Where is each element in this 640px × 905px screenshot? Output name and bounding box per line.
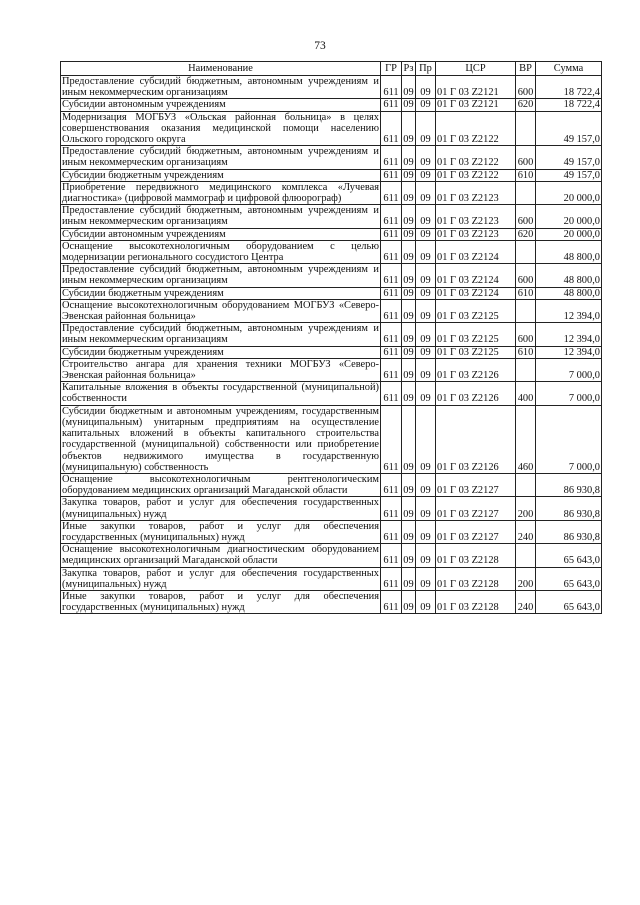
cell-vr — [516, 111, 536, 146]
cell-pr: 09 — [416, 146, 436, 169]
cell-vr — [516, 299, 536, 322]
table-row — [61, 323, 602, 346]
cell-pr: 09 — [416, 358, 436, 381]
cell-csr: 01 Г 03 Z2126 — [436, 405, 516, 473]
cell-csr: 01 Г 03 Z2128 — [436, 567, 516, 590]
cell-sum: 48 800,0 — [536, 264, 602, 287]
cell-pr: 09 — [416, 205, 436, 228]
cell-csr: 01 Г 03 Z2128 — [436, 544, 516, 567]
cell-sum: 7 000,0 — [536, 358, 602, 381]
cell-pr: 09 — [416, 287, 436, 299]
table-row — [61, 382, 602, 405]
table-row — [61, 299, 602, 322]
cell-name: Модернизация МОГБУЗ «Ольская районная больница» в целях совершенствования оказания медицинской помощи населению Ольского городского округа — [62, 111, 379, 146]
table-row — [61, 405, 602, 473]
cell-sum: 20 000,0 — [536, 181, 602, 204]
cell-name: Субсидии автономным учреждениям — [61, 99, 381, 111]
cell-csr: 01 Г 03 Z2122 — [436, 169, 516, 181]
cell-pr: 09 — [416, 169, 436, 181]
header-csr: ЦСР — [436, 62, 516, 76]
cell-sum: 7 000,0 — [536, 382, 602, 405]
cell-csr: 01 Г 03 Z2122 — [436, 146, 516, 169]
cell-rz: 09 — [402, 497, 416, 520]
cell-sum: 7 000,0 — [536, 405, 602, 473]
cell-rz: 09 — [402, 181, 416, 204]
cell-pr: 09 — [416, 382, 436, 405]
cell-gr: 611 — [381, 287, 402, 299]
table-row — [61, 358, 602, 381]
cell-csr: 01 Г 03 Z2125 — [436, 346, 516, 358]
cell-gr: 611 — [381, 228, 402, 240]
cell-csr: 01 Г 03 Z2127 — [436, 473, 516, 496]
cell-pr: 09 — [416, 497, 436, 520]
cell-sum: 49 157,0 — [536, 146, 602, 169]
table-row — [61, 590, 602, 613]
cell-csr: 01 Г 03 Z2127 — [436, 520, 516, 543]
cell-rz: 09 — [402, 590, 416, 613]
cell-vr: 240 — [516, 590, 536, 613]
cell-name: Субсидии автономным учреждениям — [61, 228, 381, 240]
header-rz: Рз — [402, 62, 416, 76]
cell-vr: 240 — [516, 520, 536, 543]
cell-sum: 12 394,0 — [536, 346, 602, 358]
cell-gr: 611 — [381, 544, 402, 567]
cell-csr: 01 Г 03 Z2123 — [436, 228, 516, 240]
cell-name: Закупка товаров, работ и услуг для обеспечения государственных (муниципальных) нужд — [62, 497, 379, 520]
table-row — [61, 169, 602, 181]
cell-rz: 09 — [402, 146, 416, 169]
cell-csr: 01 Г 03 Z2126 — [436, 358, 516, 381]
cell-gr: 611 — [381, 346, 402, 358]
cell-vr: 620 — [516, 228, 536, 240]
cell-rz: 09 — [402, 240, 416, 263]
cell-gr: 611 — [381, 146, 402, 169]
cell-vr: 200 — [516, 497, 536, 520]
cell-gr: 611 — [381, 299, 402, 322]
table-row — [61, 567, 602, 590]
cell-pr: 09 — [416, 473, 436, 496]
cell-name: Оснащение высокотехнологичным диагностическим оборудованием медицинских организаций Магаданской области — [62, 544, 379, 567]
cell-name: Оснащение высокотехнологичным рентгенологическим оборудованием медицинских организаций Магаданской области — [62, 473, 379, 497]
cell-csr: 01 Г 03 Z2127 — [436, 497, 516, 520]
cell-gr: 611 — [381, 405, 402, 473]
cell-pr: 09 — [416, 405, 436, 473]
cell-rz: 09 — [402, 358, 416, 381]
table-row — [61, 99, 602, 111]
cell-rz: 09 — [402, 382, 416, 405]
cell-vr — [516, 544, 536, 567]
cell-rz: 09 — [402, 567, 416, 590]
cell-sum: 86 930,8 — [536, 520, 602, 543]
cell-csr: 01 Г 03 Z2124 — [436, 287, 516, 299]
cell-sum: 49 157,0 — [536, 169, 602, 181]
cell-csr: 01 Г 03 Z2124 — [436, 240, 516, 263]
table-row — [61, 520, 602, 543]
table-row — [61, 76, 602, 99]
cell-vr: 200 — [516, 567, 536, 590]
cell-name: Субсидии бюджетным учреждениям — [61, 346, 381, 358]
cell-vr — [516, 181, 536, 204]
table-row — [61, 497, 602, 520]
cell-name: Субсидии бюджетным и автономным учреждениям, государственным (муниципальным) унитарным предприятиям на осуществление капитальных вложений в объекты капитального строительства государственной (муниципальной) собственности или приобретение объектов недвижимого имущества в государственную (муниципальную) собственность — [62, 405, 379, 473]
cell-rz: 09 — [402, 264, 416, 287]
cell-sum: 65 643,0 — [536, 544, 602, 567]
cell-csr: 01 Г 03 Z2123 — [436, 181, 516, 204]
cell-sum: 65 643,0 — [536, 567, 602, 590]
cell-gr: 611 — [381, 181, 402, 204]
cell-rz: 09 — [402, 299, 416, 322]
cell-gr: 611 — [381, 264, 402, 287]
cell-rz: 09 — [402, 520, 416, 543]
cell-name: Предоставление субсидий бюджетным, автономным учреждениям и иным некоммерческим организациям — [62, 76, 379, 99]
cell-pr: 09 — [416, 264, 436, 287]
cell-csr: 01 Г 03 Z2121 — [436, 76, 516, 99]
cell-name: Предоставление субсидий бюджетным, автономным учреждениям и иным некоммерческим организациям — [62, 264, 379, 287]
cell-pr: 09 — [416, 590, 436, 613]
cell-csr: 01 Г 03 Z2128 — [436, 590, 516, 613]
cell-pr: 09 — [416, 76, 436, 99]
table-row — [61, 346, 602, 358]
cell-gr: 611 — [381, 473, 402, 496]
cell-rz: 09 — [403, 346, 414, 358]
cell-vr — [516, 473, 536, 496]
cell-pr: 09 — [416, 111, 436, 146]
cell-name: Оснащение высокотехнологичным оборудованием с целью модернизации регионального сосудистого Центра — [62, 240, 379, 264]
cell-sum: 48 800,0 — [536, 240, 602, 263]
table-row — [61, 228, 602, 240]
table-row — [61, 205, 602, 228]
cell-rz: 09 — [402, 405, 416, 473]
cell-sum: 48 800,0 — [536, 287, 602, 299]
cell-gr: 611 — [381, 567, 402, 590]
cell-vr: 620 — [516, 99, 536, 111]
cell-pr: 09 — [416, 323, 436, 346]
cell-rz: 09 — [402, 473, 416, 496]
cell-gr: 611 — [381, 111, 402, 146]
cell-rz: 09 — [403, 228, 414, 240]
table-row — [61, 240, 602, 263]
cell-pr: 09 — [416, 520, 436, 543]
cell-name: Субсидии бюджетным учреждениям — [61, 287, 381, 299]
cell-vr: 600 — [516, 264, 536, 287]
table-row — [61, 473, 602, 496]
cell-name: Капитальные вложения в объекты государственной (муниципальной) собственности — [62, 382, 379, 405]
cell-vr: 610 — [516, 287, 536, 299]
cell-gr: 611 — [381, 358, 402, 381]
table-row — [61, 264, 602, 287]
cell-vr: 600 — [516, 76, 536, 99]
cell-sum: 18 722,4 — [536, 99, 602, 111]
cell-pr: 09 — [416, 228, 436, 240]
header-gr: ГР — [381, 62, 402, 76]
cell-gr: 611 — [381, 520, 402, 543]
cell-csr: 01 Г 03 Z2123 — [436, 205, 516, 228]
cell-name: Приобретение передвижного медицинского комплекса «Лучевая диагностика» (цифровой маммограф и цифровой флюорограф) — [62, 181, 379, 205]
cell-rz: 09 — [402, 544, 416, 567]
cell-vr: 400 — [516, 382, 536, 405]
cell-vr: 610 — [516, 169, 536, 181]
cell-sum: 49 157,0 — [536, 111, 602, 146]
cell-gr: 611 — [381, 497, 402, 520]
cell-gr: 611 — [381, 205, 402, 228]
cell-vr: 600 — [516, 205, 536, 228]
cell-gr: 611 — [381, 240, 402, 263]
cell-pr: 09 — [416, 544, 436, 567]
cell-csr: 01 Г 03 Z2125 — [436, 323, 516, 346]
cell-vr — [516, 240, 536, 263]
cell-rz: 09 — [402, 111, 416, 146]
cell-rz: 09 — [403, 287, 414, 299]
cell-name: Субсидии бюджетным учреждениям — [61, 169, 381, 181]
cell-vr: 610 — [516, 346, 536, 358]
header-name: Наименование — [61, 62, 381, 76]
cell-pr: 09 — [416, 99, 436, 111]
cell-pr: 09 — [416, 240, 436, 263]
cell-name: Строительство ангара для хранения техники МОГБУЗ «Северо-Эвенская районная больница» — [62, 358, 379, 382]
cell-vr: 460 — [516, 405, 536, 473]
cell-pr: 09 — [416, 299, 436, 322]
cell-sum: 20 000,0 — [536, 228, 602, 240]
cell-name: Иные закупки товаров, работ и услуг для обеспечения государственных (муниципальных) нужд — [62, 590, 379, 614]
table-row — [61, 287, 602, 299]
cell-sum: 86 930,8 — [536, 497, 602, 520]
cell-vr — [516, 358, 536, 381]
cell-pr: 09 — [416, 567, 436, 590]
cell-csr: 01 Г 03 Z2124 — [436, 264, 516, 287]
cell-rz: 09 — [402, 323, 416, 346]
cell-rz: 09 — [402, 205, 416, 228]
page-number: 73 — [314, 40, 326, 52]
cell-sum: 20 000,0 — [536, 205, 602, 228]
table-header-row — [61, 62, 602, 76]
table-row — [61, 181, 602, 204]
cell-csr: 01 Г 03 Z2122 — [436, 111, 516, 146]
cell-name: Закупка товаров, работ и услуг для обеспечения государственных (муниципальных) нужд — [62, 567, 379, 590]
cell-sum: 86 930,8 — [536, 473, 602, 496]
header-sum: Сумма — [536, 62, 602, 76]
cell-sum: 12 394,0 — [536, 323, 602, 346]
cell-name: Иные закупки товаров, работ и услуг для обеспечения государственных (муниципальных) нужд — [62, 520, 379, 543]
cell-gr: 611 — [381, 382, 402, 405]
cell-csr: 01 Г 03 Z2125 — [436, 299, 516, 322]
cell-gr: 611 — [381, 590, 402, 613]
table-row — [61, 544, 602, 567]
cell-gr: 611 — [381, 323, 402, 346]
budget-table — [60, 61, 602, 614]
cell-vr: 600 — [516, 323, 536, 346]
cell-pr: 09 — [416, 346, 436, 358]
cell-rz: 09 — [403, 99, 414, 111]
cell-sum: 12 394,0 — [536, 299, 602, 322]
table-row — [61, 146, 602, 169]
cell-rz: 09 — [402, 76, 416, 99]
cell-vr: 600 — [516, 146, 536, 169]
cell-pr: 09 — [416, 181, 436, 204]
table-row — [61, 111, 602, 146]
cell-name: Предоставление субсидий бюджетным, автономным учреждениям и иным некоммерческим организациям — [62, 323, 379, 346]
cell-name: Предоставление субсидий бюджетным, автономным учреждениям и иным некоммерческим организациям — [62, 146, 379, 169]
cell-sum: 65 643,0 — [536, 590, 602, 613]
cell-csr: 01 Г 03 Z2121 — [436, 99, 516, 111]
cell-gr: 611 — [381, 169, 402, 181]
cell-rz: 09 — [403, 169, 414, 181]
header-vr: ВР — [516, 62, 536, 76]
cell-gr: 611 — [381, 76, 402, 99]
cell-name: Оснащение высокотехнологичным оборудованием МОГБУЗ «Северо-Эвенская районная больница» — [62, 299, 379, 323]
cell-name: Предоставление субсидий бюджетным, автономным учреждениям и иным некоммерческим организациям — [62, 205, 379, 228]
cell-csr: 01 Г 03 Z2126 — [436, 382, 516, 405]
cell-sum: 18 722,4 — [536, 76, 602, 99]
header-pr: Пр — [416, 62, 436, 76]
cell-gr: 611 — [381, 99, 402, 111]
